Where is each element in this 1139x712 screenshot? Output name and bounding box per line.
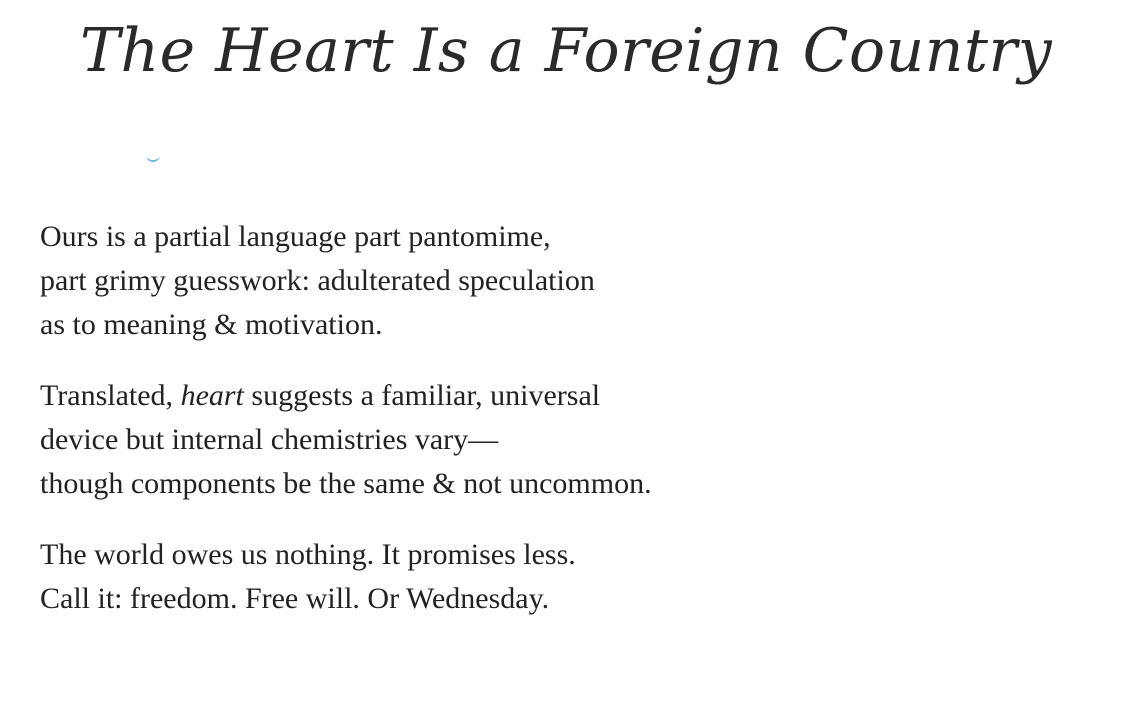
poem-title: The Heart Is a Foreign Country [80, 16, 1053, 86]
poem-line: device but internal chemistries vary— [40, 423, 499, 456]
emphasized-word: heart [180, 379, 244, 412]
stanza-2 [40, 374, 652, 506]
poem-line: Ours is a partial language part pantomime, [40, 220, 551, 253]
poem-line [40, 374, 652, 418]
poem-line: though components be the same & not uncommon. [40, 467, 652, 500]
stanza-3 [40, 533, 652, 621]
line-text: suggests a familiar, universal [243, 379, 601, 412]
poem-line: The world owes us nothing. It promises less. [40, 538, 576, 571]
poem-line: as to meaning & motivation. [40, 308, 383, 341]
poem-body [40, 215, 652, 648]
line-text: Translated, [40, 379, 181, 412]
poem-line: Call it: freedom. Free will. Or Wednesday. [40, 582, 550, 615]
poem-line: part grimy guesswork: adulterated speculation [40, 264, 595, 297]
stanza-1 [40, 215, 652, 347]
embed-artifact [146, 150, 160, 162]
